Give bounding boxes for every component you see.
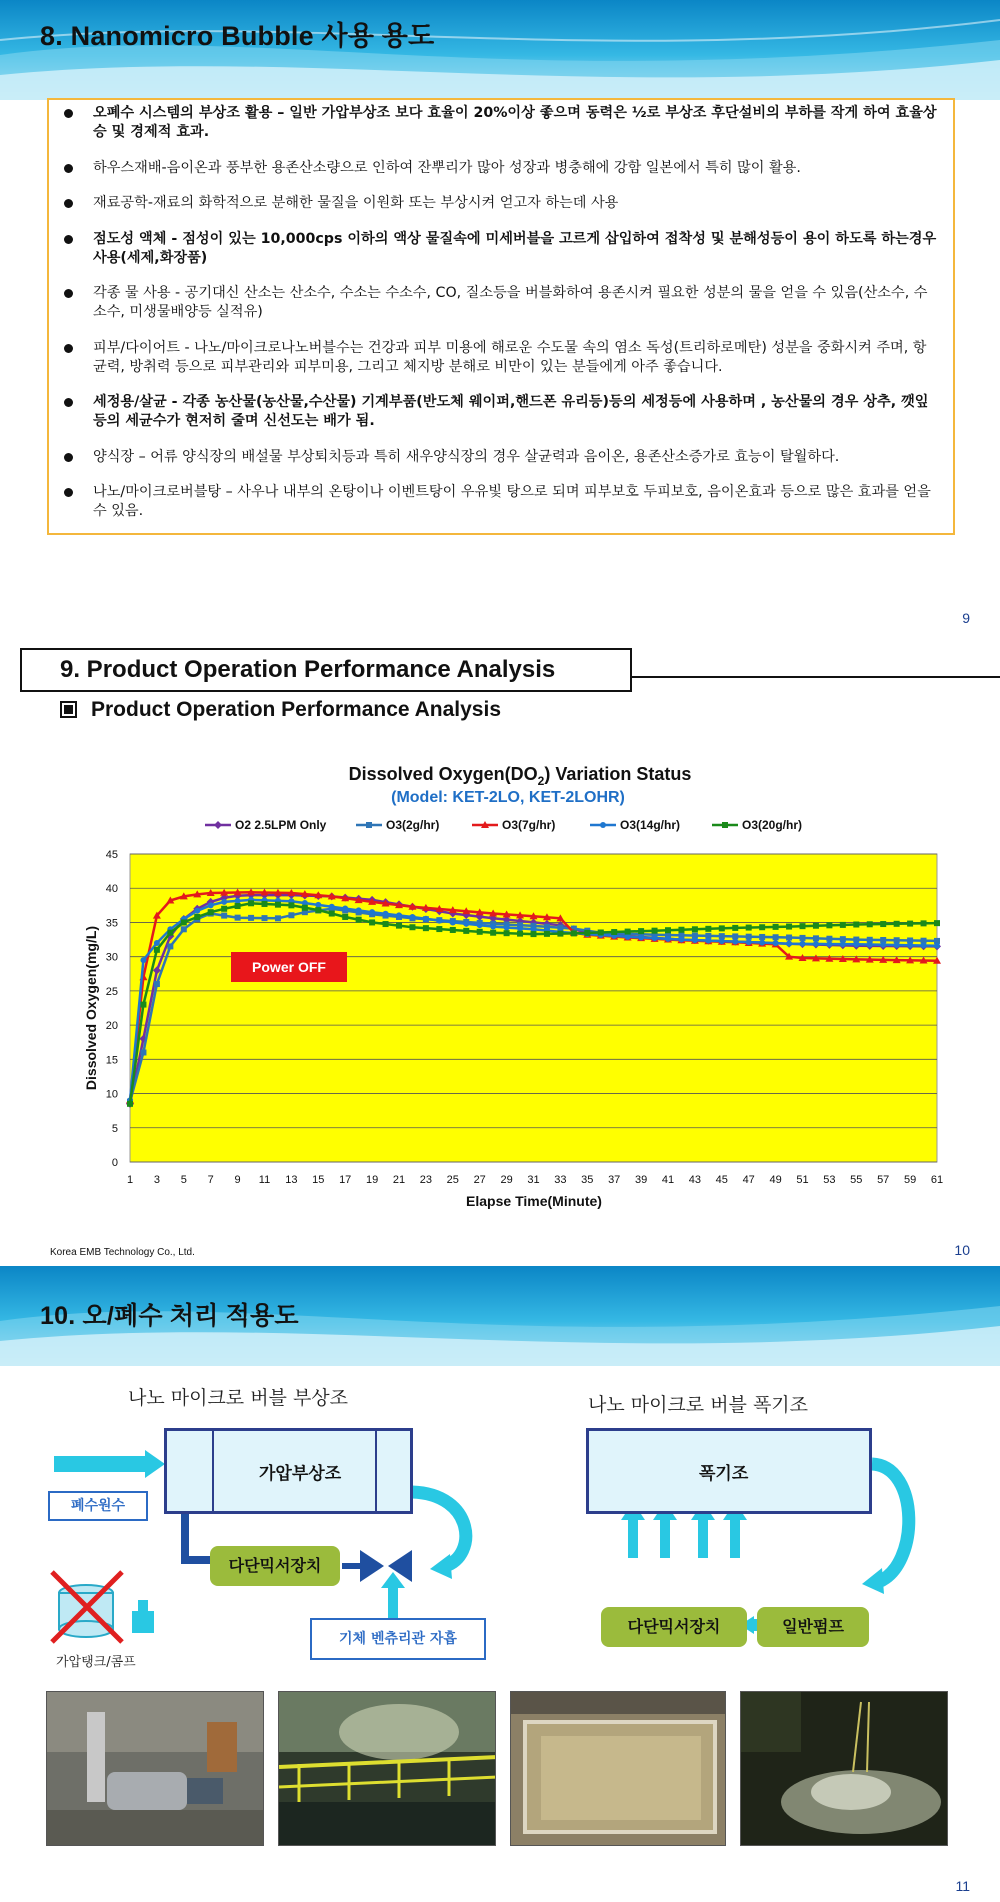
slide-8 bbox=[0, 0, 1000, 632]
data-point bbox=[773, 924, 779, 930]
bullet-icon bbox=[64, 398, 73, 407]
legend-label: O3(7g/hr) bbox=[502, 818, 556, 832]
power-off-label: Power OFF bbox=[252, 959, 326, 975]
data-point bbox=[235, 915, 241, 921]
x-tick-label: 27 bbox=[473, 1174, 486, 1186]
usage-item-text: 피부/다이어트 - 나노/마이크로나노버블수는 건강과 피부 미용에 해로운 수도물 속의 염소 독성(트리하로메탄) 성분을 중화시켜 주며, 항균력, 방취력 등으로 피부관리와 피부미용, 그리고 체지방 분해로 비만이 있는 분들에게 아주 좋습니다. bbox=[93, 339, 927, 375]
data-point bbox=[665, 936, 671, 942]
data-point bbox=[531, 931, 537, 937]
data-point bbox=[665, 927, 671, 933]
data-point bbox=[853, 941, 859, 947]
data-point bbox=[800, 941, 806, 947]
x-tick-label: 19 bbox=[365, 1174, 379, 1186]
data-point bbox=[383, 921, 389, 927]
data-point bbox=[315, 902, 321, 908]
data-point bbox=[248, 900, 254, 906]
data-point bbox=[611, 929, 617, 935]
data-point bbox=[275, 915, 281, 921]
y-tick-label: 35 bbox=[105, 917, 118, 930]
data-point bbox=[181, 919, 187, 925]
data-point bbox=[214, 821, 222, 829]
data-point bbox=[490, 930, 496, 936]
data-point bbox=[275, 902, 281, 908]
data-point bbox=[369, 909, 375, 915]
legend-label: O2 2.5LPM Only bbox=[235, 818, 327, 832]
data-point bbox=[934, 920, 940, 926]
data-point bbox=[719, 938, 725, 944]
x-tick-label: 57 bbox=[877, 1174, 890, 1186]
data-point bbox=[140, 957, 146, 963]
data-point bbox=[235, 903, 241, 909]
raw-water-tag: 폐수원수 bbox=[48, 1491, 148, 1521]
data-point bbox=[732, 939, 738, 945]
data-point bbox=[167, 930, 173, 936]
data-point bbox=[800, 935, 806, 941]
data-point bbox=[329, 911, 335, 917]
data-point bbox=[235, 898, 241, 904]
data-point bbox=[759, 940, 765, 946]
usage-item-text: 세정용/살균 - 각종 농산물(농산물,수산물) 기계부품(반도체 웨이퍼,핸드폰 유리등)등의 세정등에 사용하며 , 농산물의 경우 상추, 깻잎등의 세균수가 현저히 줄며 신선도는 배가 됨. bbox=[93, 394, 929, 429]
data-point bbox=[477, 922, 483, 928]
chart-title-part: ) Variation Status bbox=[544, 764, 692, 784]
data-point bbox=[773, 934, 779, 940]
page-number: 9 bbox=[962, 610, 970, 626]
bullet-icon bbox=[64, 164, 73, 173]
data-point bbox=[181, 926, 187, 932]
usage-item bbox=[61, 194, 939, 213]
data-point bbox=[813, 923, 819, 929]
data-point bbox=[652, 935, 658, 941]
data-point bbox=[840, 922, 846, 928]
y-tick-label: 30 bbox=[105, 951, 118, 964]
aeration-tank bbox=[586, 1428, 872, 1514]
legend-label: O3(2g/hr) bbox=[386, 818, 440, 832]
data-point bbox=[746, 939, 752, 945]
usage-box bbox=[47, 98, 955, 535]
chart-title bbox=[349, 764, 692, 788]
data-point bbox=[356, 917, 362, 923]
bullet-icon bbox=[64, 235, 73, 244]
x-tick-label: 25 bbox=[446, 1174, 459, 1186]
usage-item bbox=[61, 448, 939, 467]
data-point bbox=[625, 929, 631, 935]
data-point bbox=[692, 926, 698, 932]
valve-icon bbox=[360, 1550, 384, 1582]
photo-pump-installation bbox=[46, 1691, 264, 1846]
data-point bbox=[450, 927, 456, 933]
data-point bbox=[853, 921, 859, 927]
data-point bbox=[880, 942, 886, 948]
usage-item bbox=[61, 159, 939, 178]
mixer-right-pill: 다단믹서장치 bbox=[601, 1607, 747, 1647]
tank-compressor-label: 가압탱크/콤프 bbox=[56, 1655, 136, 1670]
data-point bbox=[544, 931, 550, 937]
data-point bbox=[826, 941, 832, 947]
data-point bbox=[840, 941, 846, 947]
x-tick-label: 3 bbox=[153, 1174, 160, 1186]
data-point bbox=[638, 935, 644, 941]
data-point bbox=[746, 934, 752, 940]
data-point bbox=[490, 924, 496, 930]
venturi-tag: 기체 벤츄리관 자흡 bbox=[310, 1618, 486, 1660]
data-point bbox=[517, 931, 523, 937]
data-point bbox=[826, 936, 832, 942]
data-point bbox=[867, 942, 873, 948]
x-tick-label: 9 bbox=[234, 1174, 241, 1186]
data-point bbox=[127, 1101, 133, 1107]
pressurized-flotation-tank bbox=[164, 1428, 413, 1514]
data-point bbox=[450, 919, 456, 925]
data-point bbox=[383, 911, 389, 917]
data-point bbox=[921, 920, 927, 926]
usage-list bbox=[61, 104, 939, 521]
data-point bbox=[598, 929, 604, 935]
bullet-icon bbox=[64, 488, 73, 497]
slide-title: 10. 오/폐수 처리 적용도 bbox=[40, 1302, 299, 1330]
bullet-icon bbox=[64, 109, 73, 118]
usage-item-text: 나노/마이크로버블탕 – 사우나 내부의 온탕이나 이벤트탕이 우유빛 탕으로 되며 피부보호 두피보호, 음이온효과 등으로 많은 효과를 얻을 수 있음. bbox=[93, 484, 931, 519]
x-tick-label: 37 bbox=[608, 1174, 621, 1186]
data-point bbox=[813, 941, 819, 947]
data-point bbox=[652, 928, 658, 934]
data-point bbox=[722, 822, 728, 828]
data-point bbox=[732, 925, 738, 931]
usage-item-text: 양식장 – 어류 양식장의 배설물 부상퇴치등과 특히 새우양식장의 경우 살균력과 음이온, 용존산소증가로 효능이 탈월하다. bbox=[93, 448, 840, 465]
usage-item bbox=[61, 483, 939, 521]
usage-item bbox=[61, 284, 939, 322]
data-point bbox=[423, 925, 429, 931]
data-point bbox=[625, 934, 631, 940]
data-point bbox=[154, 940, 160, 946]
data-point bbox=[140, 1002, 146, 1008]
usage-item bbox=[61, 230, 939, 268]
data-point bbox=[167, 943, 173, 949]
data-point bbox=[463, 928, 469, 934]
x-tick-label: 43 bbox=[688, 1174, 702, 1186]
tank-right-label: 폭기조 bbox=[699, 1464, 749, 1484]
data-point bbox=[826, 922, 832, 928]
y-tick-label: 15 bbox=[105, 1054, 118, 1067]
data-point bbox=[786, 924, 792, 930]
y-tick-label: 20 bbox=[105, 1020, 118, 1033]
data-point bbox=[800, 923, 806, 929]
data-point bbox=[638, 928, 644, 934]
data-point bbox=[288, 912, 294, 918]
tank-left-label: 가압부상조 bbox=[259, 1464, 342, 1484]
usage-item-text: 재료공학-재료의 화학적으로 분해한 물질을 이원화 또는 부상시켜 얻고자 하는데 사용 bbox=[93, 195, 619, 211]
data-point bbox=[436, 918, 442, 924]
x-tick-label: 39 bbox=[634, 1174, 648, 1186]
x-tick-label: 35 bbox=[581, 1174, 594, 1186]
left-recycle-arrow bbox=[412, 1492, 466, 1566]
data-point bbox=[463, 921, 469, 927]
bullet-icon bbox=[64, 289, 73, 298]
x-tick-label: 29 bbox=[500, 1174, 513, 1186]
x-tick-label: 21 bbox=[392, 1174, 406, 1186]
data-point bbox=[786, 935, 792, 941]
bullet-icon bbox=[64, 453, 73, 462]
data-point bbox=[194, 914, 200, 920]
mixer-left-pill: 다단믹서장치 bbox=[210, 1546, 340, 1586]
x-tick-label: 47 bbox=[742, 1174, 755, 1186]
right-diagram-title: 나노 마이크로 버블 폭기조 bbox=[588, 1394, 809, 1416]
x-tick-label: 61 bbox=[930, 1174, 944, 1186]
data-point bbox=[517, 925, 523, 931]
data-point bbox=[221, 906, 227, 912]
data-point bbox=[369, 919, 375, 925]
x-tick-label: 11 bbox=[258, 1174, 271, 1186]
data-point bbox=[208, 902, 214, 908]
left-diagram-title: 나노 마이크로 버블 부상조 bbox=[128, 1387, 349, 1409]
x-tick-label: 17 bbox=[339, 1174, 352, 1186]
data-point bbox=[907, 942, 913, 948]
x-tick-label: 49 bbox=[769, 1174, 782, 1186]
data-point bbox=[302, 905, 308, 911]
subhead-text: Product Operation Performance Analysis bbox=[91, 698, 502, 721]
data-point bbox=[773, 940, 779, 946]
x-tick-label: 53 bbox=[823, 1174, 836, 1186]
data-point bbox=[759, 924, 765, 930]
data-point bbox=[504, 924, 510, 930]
do-line-chart bbox=[0, 632, 1000, 1266]
slide-title: 9. Product Operation Performance Analysis bbox=[60, 656, 556, 683]
data-point bbox=[221, 899, 227, 905]
data-point bbox=[678, 937, 684, 943]
data-point bbox=[329, 904, 335, 910]
mixer-feed-line bbox=[185, 1506, 210, 1560]
usage-item bbox=[61, 104, 939, 142]
company-footer: Korea EMB Technology Co., Ltd. bbox=[50, 1247, 195, 1258]
data-point bbox=[867, 921, 873, 927]
data-point bbox=[705, 926, 711, 932]
chart-title-subscript: 2 bbox=[537, 774, 545, 788]
data-point bbox=[409, 924, 415, 930]
data-point bbox=[208, 909, 214, 915]
data-point bbox=[221, 913, 227, 919]
data-point bbox=[140, 1049, 146, 1055]
pump-pill: 일반펌프 bbox=[757, 1607, 869, 1647]
data-point bbox=[396, 923, 402, 929]
data-point bbox=[396, 912, 402, 918]
bullet-icon bbox=[64, 199, 73, 208]
y-tick-label: 45 bbox=[105, 849, 118, 861]
data-point bbox=[880, 921, 886, 927]
usage-item-text: 오폐수 시스템의 부상조 활용 – 일반 가압부상조 보다 효율이 20%이상 좋으며 동력은 ½로 부상조 후단설비의 부하를 작게 하여 효율상승 및 경제적 효과. bbox=[93, 105, 937, 140]
x-tick-label: 59 bbox=[903, 1174, 917, 1186]
data-point bbox=[262, 915, 268, 921]
data-point bbox=[288, 902, 294, 908]
data-point bbox=[477, 929, 483, 935]
data-point bbox=[366, 822, 372, 828]
data-point bbox=[504, 930, 510, 936]
data-point bbox=[705, 938, 711, 944]
data-point bbox=[342, 914, 348, 920]
y-tick-label: 25 bbox=[105, 985, 118, 998]
x-axis-label: Elapse Time(Minute) bbox=[466, 1193, 602, 1209]
left-recycle-arrow-head bbox=[430, 1554, 452, 1579]
chart-title-part: Dissolved Oxygen(DO bbox=[348, 764, 538, 784]
y-tick-label: 5 bbox=[111, 1122, 118, 1135]
data-point bbox=[557, 931, 563, 937]
data-point bbox=[759, 934, 765, 940]
data-point bbox=[894, 942, 900, 948]
chart-subtitle: (Model: KET-2LO, KET-2LOHR) bbox=[391, 789, 625, 806]
data-point bbox=[719, 925, 725, 931]
x-tick-label: 1 bbox=[126, 1174, 134, 1186]
x-tick-label: 33 bbox=[554, 1174, 567, 1186]
data-point bbox=[894, 921, 900, 927]
page-number: 10 bbox=[954, 1242, 970, 1258]
data-point bbox=[248, 915, 254, 921]
page-number: 11 bbox=[955, 1878, 970, 1894]
data-point bbox=[934, 943, 940, 949]
data-point bbox=[678, 927, 684, 933]
legend-label: O3(14g/hr) bbox=[620, 818, 681, 832]
usage-item bbox=[61, 393, 939, 431]
y-tick-label: 0 bbox=[111, 1157, 118, 1169]
x-tick-label: 45 bbox=[715, 1174, 728, 1186]
x-tick-label: 41 bbox=[661, 1174, 675, 1186]
y-tick-label: 10 bbox=[105, 1088, 118, 1101]
data-point bbox=[262, 901, 268, 907]
bullet-icon bbox=[64, 344, 73, 353]
legend-label: O3(20g/hr) bbox=[742, 818, 803, 832]
data-point bbox=[584, 930, 590, 936]
data-point bbox=[436, 926, 442, 932]
x-tick-label: 15 bbox=[312, 1174, 325, 1186]
x-tick-label: 55 bbox=[850, 1174, 863, 1186]
data-point bbox=[154, 981, 160, 987]
x-tick-label: 7 bbox=[207, 1174, 214, 1186]
data-point bbox=[315, 907, 321, 913]
x-tick-label: 13 bbox=[285, 1174, 298, 1186]
data-point bbox=[907, 921, 913, 927]
usage-item-text: 점도성 액체 - 점성이 있는 10,000cps 이하의 액상 물질속에 미세버블을 고르게 삽입하여 접착성 및 분해성등이 용이 하도록 하는경우 사용(세제,화장품) bbox=[93, 230, 937, 266]
usage-item-text: 각종 물 사용 - 공기대신 산소는 산소수, 수소는 수소수, CO, 질소등을 버블화하여 용존시켜 필요한 성분의 물을 얻을 수 있음(산소수, 수소수, 미생물배양등 실적유) bbox=[93, 285, 928, 320]
x-tick-label: 31 bbox=[527, 1174, 540, 1186]
slide-title: 8. Nanomicro Bubble 사용 용도 bbox=[40, 21, 435, 51]
data-point bbox=[921, 942, 927, 948]
data-point bbox=[154, 947, 160, 953]
data-point bbox=[786, 941, 792, 947]
y-axis-label: Dissolved Oxygen(mg/L) bbox=[83, 925, 99, 1091]
usage-item bbox=[61, 339, 939, 377]
right-recycle-arrow bbox=[872, 1464, 909, 1582]
inlet-arrow-head bbox=[145, 1450, 165, 1478]
data-point bbox=[409, 914, 415, 920]
data-point bbox=[356, 907, 362, 913]
photo-bubble-discharge bbox=[740, 1691, 948, 1846]
x-tick-label: 5 bbox=[180, 1174, 187, 1186]
tank-compressor-crossed-icon bbox=[52, 1572, 154, 1642]
photo-flotation-basin bbox=[510, 1691, 726, 1846]
data-point bbox=[692, 937, 698, 943]
photo-tank-railing bbox=[278, 1691, 496, 1846]
data-point bbox=[600, 822, 606, 828]
data-point bbox=[342, 906, 348, 912]
slide-10 bbox=[0, 1266, 1000, 1902]
usage-item-text: 하우스재배-음이온과 풍부한 용존산소량으로 인하여 잔뿌리가 많아 성장과 병충해에 강함 일본에서 특히 많이 활용. bbox=[93, 159, 801, 176]
data-point bbox=[423, 916, 429, 922]
slide-9 bbox=[0, 632, 1000, 1266]
data-point bbox=[813, 935, 819, 941]
data-point bbox=[746, 925, 752, 931]
data-point bbox=[194, 908, 200, 914]
y-tick-label: 40 bbox=[105, 883, 118, 896]
x-tick-label: 23 bbox=[419, 1174, 433, 1186]
data-point bbox=[571, 930, 577, 936]
x-tick-label: 51 bbox=[796, 1174, 809, 1186]
